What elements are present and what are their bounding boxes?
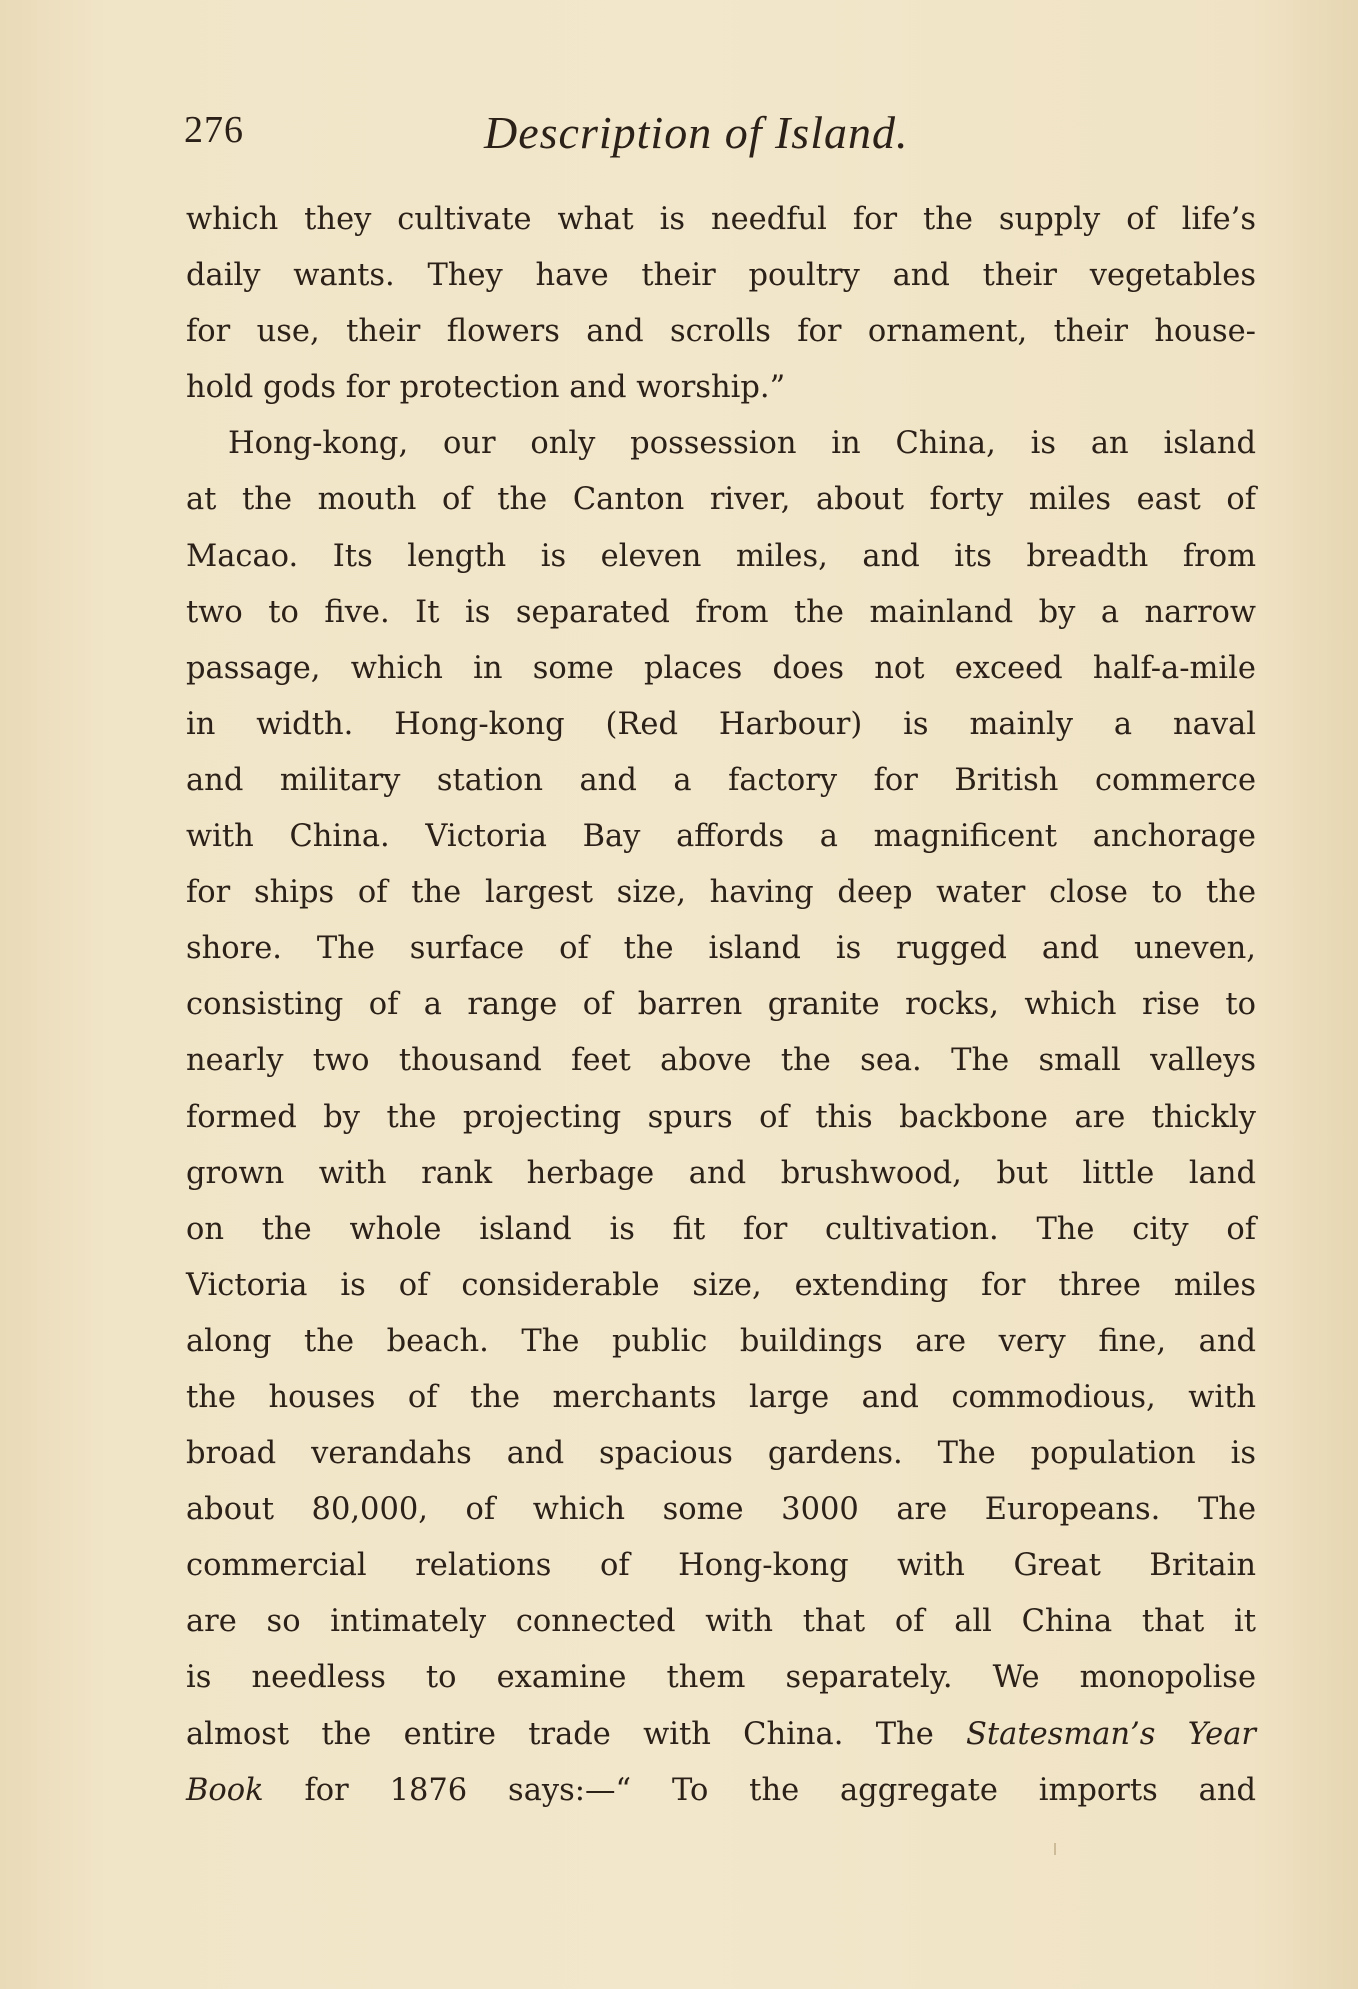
text-line: and military station and a factory for British commerce [186, 762, 1256, 798]
text-line: at the mouth of the Canton river, about forty miles east of [186, 482, 1256, 518]
text-line: shore. The surface of the island is rugged and uneven, [186, 931, 1256, 967]
text-line: Macao. Its length is eleven miles, and its breadth from [186, 538, 1256, 574]
text-line: along the beach. The public buildings are very fine, and [186, 1323, 1256, 1359]
text-line: formed by the projecting spurs of this backbone are thickly [186, 1099, 1256, 1135]
text-line: is needless to examine them separately. We monopolise [186, 1660, 1256, 1696]
text-line: the houses of the merchants large and commodious, with [186, 1379, 1256, 1415]
text-line: Hong-kong, our only possession in China, is an island [228, 426, 1256, 462]
text-line: for ships of the largest size, having deep water close to the [186, 875, 1256, 911]
text-line: broad verandahs and spacious gardens. The population is [186, 1436, 1256, 1472]
text-line: hold gods for protection and worship.” [186, 370, 786, 406]
text-line: commercial relations of Hong-kong with Great Britain [186, 1548, 1256, 1584]
text-line: two to five. It is separated from the mainland by a narrow [186, 594, 1256, 630]
text-line: grown with rank herbage and brushwood, but little land [186, 1155, 1256, 1191]
page-number: 276 [184, 109, 244, 151]
page-header [184, 108, 1259, 168]
text-line [186, 1707, 1256, 1763]
text-line: Victoria is of considerable size, extending for three miles [186, 1267, 1256, 1303]
text-line: about 80,000, of which some 3000 are Europeans. The [186, 1492, 1256, 1528]
text-line: with China. Victoria Bay affords a magnificent anchorage [186, 819, 1256, 855]
text-line: passage, which in some places does not exceed half-a-mile [186, 650, 1256, 686]
text-line: daily wants. They have their poultry and their vegetables [186, 258, 1256, 294]
text-line: consisting of a range of barren granite rocks, which rise to [186, 987, 1256, 1023]
text-line: are so intimately connected with that of all China that it [186, 1604, 1256, 1640]
text-line: which they cultivate what is needful for the supply of life’s [186, 202, 1256, 237]
running-title: Description of Island. [484, 107, 909, 158]
text-line: for use, their flowers and scrolls for ornament, their house- [186, 314, 1256, 350]
text-line: nearly two thousand feet above the sea. The small valleys [186, 1043, 1256, 1079]
italic-book-title: Statesman’s Year [966, 1716, 1256, 1752]
text-segment: almost the entire trade with China. The [186, 1716, 967, 1752]
italic-book-title: Book [186, 1772, 264, 1808]
paper-speck [1054, 1843, 1056, 1855]
body-text [186, 192, 1256, 1819]
text-segment: for 1876 says:—“ To the aggregate imports and [263, 1772, 1256, 1808]
text-line [186, 1763, 1256, 1819]
text-line: in width. Hong-kong (Red Harbour) is mainly a naval [186, 706, 1256, 742]
text-line: on the whole island is fit for cultivation. The city of [186, 1211, 1256, 1247]
